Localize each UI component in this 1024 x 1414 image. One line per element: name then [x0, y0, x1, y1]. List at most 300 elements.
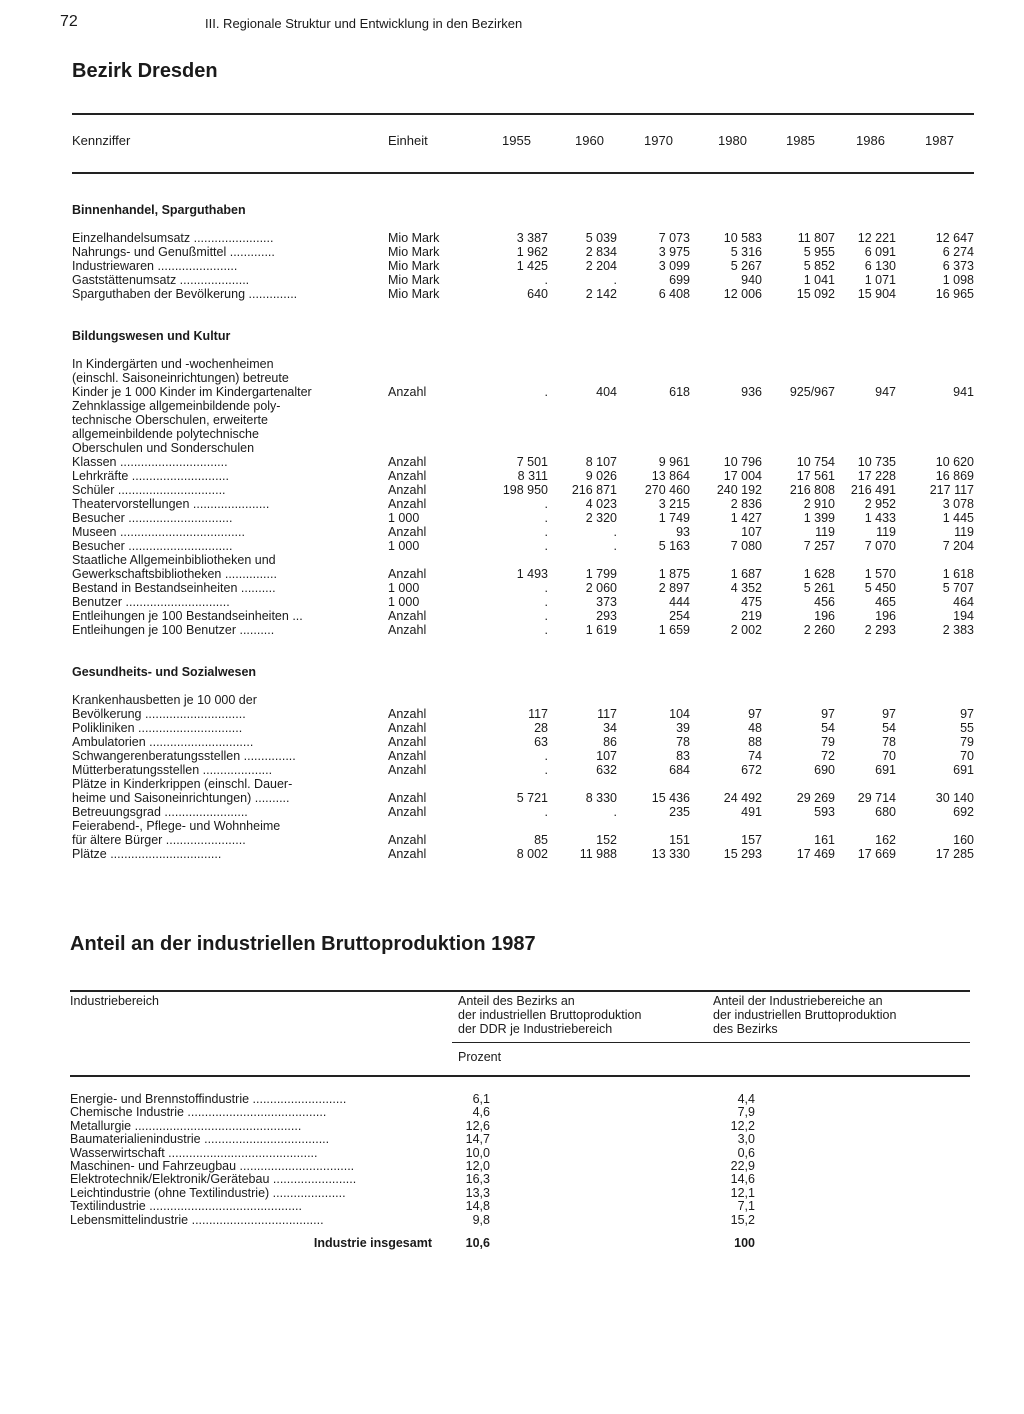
table-row	[72, 413, 974, 427]
row-value: 17 004	[723, 469, 762, 483]
row-value-b: 0,6	[737, 1145, 755, 1160]
row-value: 78	[676, 735, 690, 749]
row-unit: Anzahl	[388, 385, 427, 399]
row-value: 941	[953, 385, 974, 399]
row-unit: Mio Mark	[388, 287, 440, 301]
table2-col-label: Industriebereich	[70, 994, 159, 1008]
row-value: 6 373	[942, 259, 974, 273]
row-unit: Mio Mark	[388, 245, 440, 259]
row-value: 79	[960, 735, 974, 749]
row-label: Schwangerenberatungsstellen ...............	[72, 749, 296, 763]
row-unit: Anzahl	[388, 525, 427, 539]
table2-total-row	[70, 1236, 770, 1250]
row-value: 119	[815, 525, 835, 539]
row-label: Maschinen- und Fahrzeugbau .................................	[70, 1159, 355, 1173]
row-value: 15 092	[796, 287, 835, 301]
row-value: 28	[534, 721, 548, 735]
row-unit: Anzahl	[388, 805, 427, 819]
row-unit: Anzahl	[388, 567, 427, 581]
row-value: 9 026	[585, 469, 617, 483]
row-value: 5 316	[730, 245, 762, 259]
row-value: 1 962	[516, 245, 548, 259]
row-value: 97	[821, 707, 835, 721]
row-value: 691	[875, 763, 896, 777]
row-value: 97	[882, 707, 896, 721]
row-value: .	[613, 805, 617, 819]
row-value-a: 4,6	[472, 1105, 490, 1120]
row-unit: Mio Mark	[388, 273, 440, 287]
table-row	[72, 497, 974, 511]
row-value: 97	[960, 707, 974, 721]
row-value: 63	[534, 735, 548, 749]
column-header: 1985	[786, 133, 815, 148]
row-value: 2 897	[658, 581, 690, 595]
table-row	[72, 455, 974, 469]
row-value: 4 023	[585, 497, 617, 511]
table-row	[72, 469, 974, 483]
row-value: .	[544, 525, 548, 539]
table-row	[72, 791, 974, 805]
row-value: 6 408	[658, 287, 690, 301]
table-row	[72, 371, 974, 385]
table2-row	[70, 1172, 770, 1186]
row-value: 29 269	[796, 791, 835, 805]
row-label: Nahrungs- und Genußmittel .............	[72, 245, 275, 259]
row-value: 1 425	[516, 259, 548, 273]
row-value: 151	[669, 833, 690, 847]
row-value: 70	[960, 749, 974, 763]
row-value: 16 869	[935, 469, 974, 483]
row-label: Krankenhausbetten je 10 000 der	[72, 693, 257, 707]
table2-row	[70, 1146, 770, 1160]
table2-row	[70, 1199, 770, 1213]
table-row	[72, 777, 974, 791]
row-value: 2 293	[864, 623, 896, 637]
table2-unit: Prozent	[458, 1050, 502, 1064]
row-value: 3 099	[658, 259, 690, 273]
row-unit: Anzahl	[388, 497, 427, 511]
row-value: 78	[882, 735, 896, 749]
row-unit: 1 000	[388, 581, 420, 595]
table-row	[72, 441, 974, 455]
row-value: 5 852	[803, 259, 835, 273]
table-row	[72, 763, 974, 777]
row-value: 240 192	[716, 483, 762, 497]
row-value: 217 117	[929, 483, 974, 497]
row-label: Bevölkerung .............................	[72, 707, 246, 721]
row-value: 194	[953, 609, 974, 623]
column-header: 1970	[644, 133, 673, 148]
table-row	[72, 273, 974, 287]
table-row	[72, 819, 974, 833]
col-a-line: Anteil des Bezirks an	[458, 994, 575, 1008]
row-value: 34	[603, 721, 617, 735]
row-value: 83	[676, 749, 690, 763]
table-row	[72, 385, 974, 399]
row-value: 7 257	[803, 539, 835, 553]
row-value: 107	[741, 525, 762, 539]
row-value: 117	[597, 707, 617, 721]
row-value: 1 098	[942, 273, 974, 287]
table2-row	[70, 1105, 770, 1119]
row-value-a: 14,8	[465, 1199, 490, 1214]
row-value: 593	[814, 805, 835, 819]
row-value-b: 12,1	[730, 1185, 755, 1200]
row-value: 5 721	[516, 791, 548, 805]
row-value: 8 107	[585, 455, 617, 469]
row-label: Museen ....................................	[72, 525, 245, 539]
row-value: 690	[814, 763, 835, 777]
row-label: Chemische Industrie ........................................	[70, 1105, 327, 1120]
table2-row	[70, 1092, 770, 1106]
table-row	[72, 553, 974, 567]
row-value: 55	[960, 721, 974, 735]
row-value: .	[544, 595, 548, 609]
row-label: Oberschulen und Sonderschulen	[72, 441, 255, 455]
table2-row	[70, 1186, 770, 1200]
row-label: allgemeinbildende polytechnische	[72, 427, 259, 441]
top-rule	[72, 113, 974, 115]
column-header: 1986	[856, 133, 885, 148]
row-value: 29 714	[857, 791, 896, 805]
row-value: 54	[821, 721, 835, 735]
row-value: 1 570	[864, 567, 896, 581]
row-value: 10 796	[723, 455, 762, 469]
column-header: 1955	[502, 133, 531, 148]
table-row	[72, 287, 974, 301]
row-value: 161	[814, 833, 835, 847]
row-label: In Kindergärten und -wochenheimen	[72, 357, 274, 371]
row-value: 2 383	[942, 623, 974, 637]
table-row	[72, 749, 974, 763]
table-row	[72, 539, 974, 553]
row-value: 1 687	[730, 567, 762, 581]
row-value-b: 7,9	[737, 1105, 755, 1120]
row-value: 2 204	[585, 259, 617, 273]
row-label: Besucher ..............................	[72, 511, 233, 525]
row-label: Wasserwirtschaft ...........................................	[70, 1145, 318, 1160]
row-value-a: 14,7	[465, 1132, 490, 1147]
row-value: 13 330	[651, 847, 690, 861]
row-value: 5 261	[803, 581, 835, 595]
row-value: .	[544, 581, 548, 595]
row-label: Baumaterialienindustrie ....................................	[70, 1132, 330, 1147]
row-label: Sparguthaben der Bevölkerung ..............	[72, 287, 298, 301]
row-unit: 1 000	[388, 595, 420, 609]
total-label: Industrie insgesamt	[313, 1236, 432, 1250]
row-value: 293	[596, 609, 617, 623]
table-row	[72, 511, 974, 525]
row-value-a: 9,8	[472, 1212, 490, 1227]
row-value-b: 14,6	[730, 1172, 755, 1187]
row-value: 5 707	[942, 581, 974, 595]
row-value: 107	[596, 749, 617, 763]
row-value: 11 988	[579, 847, 617, 861]
table-row	[72, 847, 974, 861]
row-label: Energie- und Brennstoffindustrie ...........................	[70, 1092, 347, 1106]
row-value: .	[544, 497, 548, 511]
row-label: Plätze ................................	[72, 847, 222, 861]
row-value: 10 754	[796, 455, 835, 469]
row-value: 11 807	[797, 231, 835, 245]
row-value: 632	[596, 763, 617, 777]
row-value-b: 4,4	[737, 1092, 755, 1106]
row-value: 1 619	[585, 623, 617, 637]
table-row	[72, 245, 974, 259]
row-value: 3 975	[658, 245, 690, 259]
row-value-a: 10,0	[465, 1145, 490, 1160]
row-unit: Anzahl	[388, 749, 427, 763]
row-value: 5 955	[803, 245, 835, 259]
row-value: 12 221	[857, 231, 896, 245]
row-value: 10 620	[935, 455, 974, 469]
row-label: Mütterberatungsstellen ....................	[72, 763, 273, 777]
col-b-line: der industriellen Bruttoproduktion	[713, 1008, 897, 1022]
row-label: technische Oberschulen, erweiterte	[72, 413, 268, 427]
table-row	[72, 707, 974, 721]
row-value: .	[544, 511, 548, 525]
table-row	[72, 609, 974, 623]
row-value: 117	[528, 707, 548, 721]
table2-col-b	[713, 994, 896, 1036]
table-row	[72, 427, 974, 441]
row-value: 8 330	[585, 791, 617, 805]
row-value: 1 628	[803, 567, 835, 581]
row-label: Staatliche Allgemeinbibliotheken und	[72, 553, 276, 567]
row-value: 1 749	[658, 511, 690, 525]
table2-unit-rule	[452, 1042, 970, 1043]
table-row	[72, 259, 974, 273]
row-value: 373	[596, 595, 617, 609]
group-title: Bildungswesen und Kultur	[72, 329, 231, 343]
row-value: 947	[875, 385, 896, 399]
column-header: Einheit	[388, 133, 428, 148]
row-label: Metallurgie ................................................	[70, 1118, 302, 1133]
row-value: .	[613, 539, 617, 553]
row-value: .	[544, 273, 548, 287]
row-label: Polikliniken ..............................	[72, 721, 243, 735]
row-value: 444	[669, 595, 690, 609]
table-row	[72, 231, 974, 245]
row-value: 85	[534, 833, 548, 847]
row-unit: Anzahl	[388, 469, 427, 483]
row-label: Schüler ...............................	[72, 483, 226, 497]
row-value: 93	[676, 525, 690, 539]
row-value: 72	[821, 749, 835, 763]
row-value: 2 910	[803, 497, 835, 511]
row-value: 160	[953, 833, 974, 847]
table2-row	[70, 1159, 770, 1173]
table-row	[72, 805, 974, 819]
row-unit: Anzahl	[388, 483, 427, 497]
row-value: 70	[882, 749, 896, 763]
row-label: Lebensmittelindustrie ......................................	[70, 1212, 324, 1227]
row-unit: Anzahl	[388, 735, 427, 749]
col-a-line: der DDR je Industriebereich	[458, 1022, 613, 1036]
table-row	[72, 483, 974, 497]
row-value: 219	[741, 609, 762, 623]
table2-row	[70, 1119, 770, 1133]
row-value: 680	[875, 805, 896, 819]
row-value: .	[544, 539, 548, 553]
row-value: 119	[876, 525, 896, 539]
table2-top-rule	[70, 990, 970, 992]
row-value: 7 501	[516, 455, 548, 469]
row-unit: Anzahl	[388, 791, 427, 805]
running-head: III. Regionale Struktur und Entwicklung in den Bezirken	[205, 16, 523, 31]
row-value: 2 834	[585, 245, 617, 259]
row-value: 86	[603, 735, 617, 749]
row-label: Leichtindustrie (ohne Textilindustrie) .....................	[70, 1185, 346, 1200]
row-value: 684	[669, 763, 690, 777]
row-value: 2 320	[585, 511, 617, 525]
row-value: 17 285	[935, 847, 974, 861]
table-row	[72, 595, 974, 609]
row-value: 6 130	[864, 259, 896, 273]
row-value: 1 445	[942, 511, 974, 525]
row-label: Lehrkräfte ............................	[72, 469, 229, 483]
row-value: 7 204	[942, 539, 974, 553]
row-value: 7 073	[658, 231, 690, 245]
row-value: 54	[882, 721, 896, 735]
row-value: 8 311	[517, 469, 548, 483]
row-value: 13 864	[651, 469, 690, 483]
row-value-b: 12,2	[730, 1118, 755, 1133]
row-label: Theatervorstellungen ......................	[72, 497, 270, 511]
row-value: 1 399	[803, 511, 835, 525]
section-title: Bezirk Dresden	[72, 60, 218, 82]
row-value: 97	[748, 707, 762, 721]
row-label: Plätze in Kinderkrippen (einschl. Dauer-	[72, 777, 293, 791]
row-label: Benutzer ..............................	[72, 595, 230, 609]
group-title: Gesundheits- und Sozialwesen	[72, 665, 257, 679]
row-value: 30 140	[935, 791, 974, 805]
table-row	[72, 357, 974, 371]
row-value: 8 002	[516, 847, 548, 861]
row-value: 936	[741, 385, 762, 399]
row-value: .	[544, 749, 548, 763]
row-unit: Anzahl	[388, 455, 427, 469]
row-value-b: 15,2	[730, 1212, 755, 1227]
row-value: 3 215	[658, 497, 690, 511]
row-value: .	[544, 609, 548, 623]
row-value: 48	[748, 721, 762, 735]
row-value: 4 352	[730, 581, 762, 595]
row-unit: 1 000	[388, 539, 420, 553]
row-value: 5 450	[864, 581, 896, 595]
row-value: 7 070	[864, 539, 896, 553]
row-value-a: 13,3	[465, 1185, 490, 1200]
row-label: Gaststättenumsatz ....................	[72, 273, 250, 287]
total-value-a: 10,6	[465, 1236, 490, 1250]
table2-header-rule	[70, 1075, 970, 1077]
row-unit: Anzahl	[388, 763, 427, 777]
row-value: .	[544, 763, 548, 777]
row-label: Bestand in Bestandseinheiten ..........	[72, 581, 276, 595]
table-row	[72, 525, 974, 539]
row-value: 17 469	[796, 847, 835, 861]
col-b-line: des Bezirks	[713, 1022, 778, 1036]
row-label: Elektrotechnik/Elektronik/Gerätebau ........................	[70, 1172, 357, 1187]
row-value: 672	[741, 763, 762, 777]
row-value: .	[544, 805, 548, 819]
row-value: 2 836	[730, 497, 762, 511]
row-value: 196	[875, 609, 896, 623]
column-header: 1960	[575, 133, 604, 148]
row-value: 2 060	[585, 581, 617, 595]
row-label: Industriewaren .......................	[72, 259, 238, 273]
row-label: Gewerkschaftsbibliotheken ...............	[72, 567, 277, 581]
row-label: Entleihungen je 100 Bestandseinheiten ...	[72, 609, 303, 623]
row-value: 16 965	[935, 287, 974, 301]
row-value: .	[613, 525, 617, 539]
table-row	[72, 581, 974, 595]
row-value: 6 091	[864, 245, 896, 259]
row-label: Einzelhandelsumsatz .......................	[72, 231, 274, 245]
row-value: 1 799	[585, 567, 617, 581]
row-unit: Mio Mark	[388, 259, 440, 273]
row-label: Klassen ...............................	[72, 455, 228, 469]
row-value: 3 387	[516, 231, 548, 245]
row-value-b: 7,1	[737, 1199, 755, 1214]
row-label: Betreuungsgrad ........................	[72, 805, 248, 819]
row-value: 2 260	[803, 623, 835, 637]
row-value: 1 427	[730, 511, 762, 525]
row-value-a: 12,0	[465, 1159, 490, 1173]
row-value: 618	[669, 385, 690, 399]
row-label: Zehnklassige allgemeinbildende poly-	[72, 399, 281, 413]
row-value: 9 961	[658, 455, 690, 469]
row-value-b: 22,9	[730, 1159, 755, 1173]
row-value: .	[613, 273, 617, 287]
row-label: für ältere Bürger .......................	[72, 833, 246, 847]
row-value: 940	[741, 273, 762, 287]
row-value: 456	[814, 595, 835, 609]
row-value: 74	[748, 749, 762, 763]
row-label: Kinder je 1 000 Kinder im Kindergartenalter	[72, 385, 312, 399]
row-value: 2 002	[730, 623, 762, 637]
row-value: 1 041	[803, 273, 835, 287]
row-value: 15 436	[651, 791, 690, 805]
row-value: 475	[741, 595, 762, 609]
table-row	[72, 399, 974, 413]
table-row	[72, 567, 974, 581]
row-label: Ambulatorien ..............................	[72, 735, 254, 749]
row-value-b: 3,0	[737, 1132, 755, 1147]
row-value: 15 293	[723, 847, 762, 861]
row-value: .	[544, 623, 548, 637]
row-value: 5 039	[585, 231, 617, 245]
page-number: 72	[60, 13, 78, 30]
row-value: 3 078	[942, 497, 974, 511]
row-value: 404	[596, 385, 617, 399]
row-value: 79	[821, 735, 835, 749]
row-unit: Anzahl	[388, 707, 427, 721]
row-value: 15 904	[857, 287, 896, 301]
row-value: 216 871	[571, 483, 617, 497]
row-value: 464	[953, 595, 974, 609]
row-value: 2 952	[864, 497, 896, 511]
row-value: 925/967	[789, 385, 835, 399]
row-value: 17 228	[857, 469, 896, 483]
row-value: 1 433	[864, 511, 896, 525]
row-label: Besucher ..............................	[72, 539, 233, 553]
row-value: 216 808	[789, 483, 835, 497]
column-header: 1980	[718, 133, 747, 148]
row-value: 1 618	[942, 567, 974, 581]
row-value: 152	[596, 833, 617, 847]
row-value: 157	[741, 833, 762, 847]
